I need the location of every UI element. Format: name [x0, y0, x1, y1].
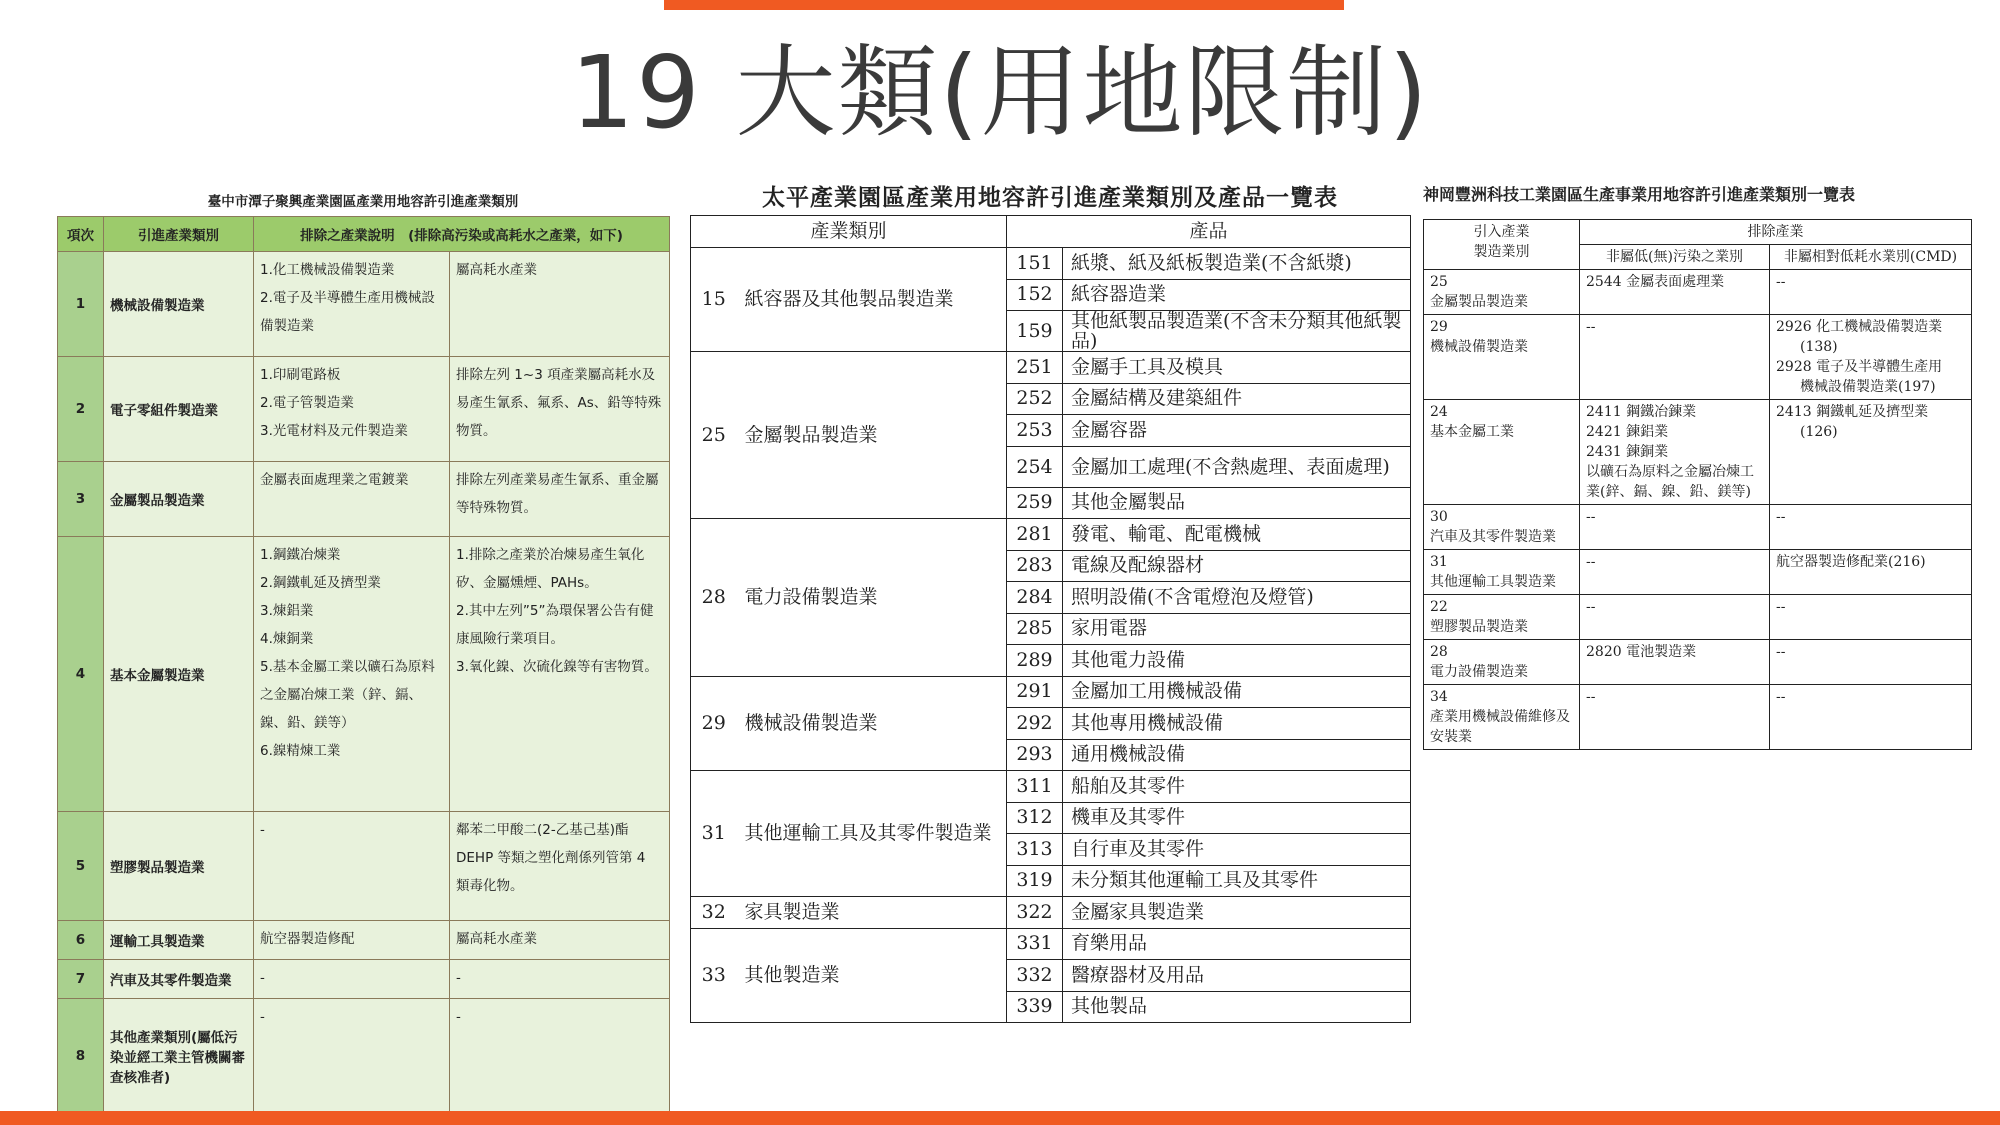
table2-product-name: 金屬結構及建築組件: [1063, 383, 1411, 415]
table1: [57, 216, 670, 1114]
table3-header-industry: 引入產業 製造業別: [1424, 220, 1580, 270]
table2-product-code: 322: [1007, 897, 1063, 929]
note-line: 屬高耗水產業: [456, 931, 537, 947]
table2-group-name: 金屬製品製造業: [737, 352, 1007, 519]
table2-product-code: 281: [1007, 519, 1063, 551]
table1-row-excluded: [254, 462, 450, 537]
table2-group-code: 29: [691, 676, 737, 771]
excluded-line: 4.煉銅業: [260, 631, 314, 647]
table3-industry: [1424, 400, 1580, 505]
table2-row: [691, 676, 1411, 708]
table2-group-name: 其他運輸工具及其零件製造業: [737, 771, 1007, 897]
table2-product-name: 其他專用機械設備: [1063, 708, 1411, 740]
excluded-line: 6.鎳精煉工業: [260, 743, 341, 759]
table2-row: [691, 897, 1411, 929]
pollution-line: 2411 鋼鐵冶鍊業: [1586, 404, 1697, 420]
table3-industry: [1424, 640, 1580, 685]
table2-product-name: 金屬容器: [1063, 415, 1411, 447]
table1-row-category: 塑膠製品製造業: [104, 812, 254, 921]
table1-row-excluded: [254, 537, 450, 812]
table3-header-pollution: 非屬低(無)污染之業別: [1580, 245, 1770, 270]
pollution-line: --: [1586, 554, 1596, 570]
table3-pollution: [1580, 595, 1770, 640]
table3-industry: [1424, 595, 1580, 640]
table1-row-note: [450, 537, 670, 812]
excluded-line: -: [260, 822, 265, 838]
table1-row-category: 金屬製品製造業: [104, 462, 254, 537]
table1-row: [58, 999, 670, 1114]
water-line: (126): [1800, 424, 1838, 440]
pollution-line: 以礦石為原料之金屬冶煉工業(鋅、鎘、鎳、鉛、鎂等): [1586, 464, 1754, 500]
note-line: 排除左列產業易產生氰系、重金屬等特殊物質。: [456, 472, 659, 516]
table2-group-code: 25: [691, 352, 737, 519]
table2-product-code: 331: [1007, 928, 1063, 960]
table1-row: [58, 252, 670, 357]
note-line: 屬高耗水產業: [456, 262, 537, 278]
excluded-line: 2.電子及半導體生產用機械設備製造業: [260, 290, 435, 334]
table2-product-name: 金屬加工用機械設備: [1063, 676, 1411, 708]
water-line: --: [1776, 644, 1786, 660]
table2-group-name: 電力設備製造業: [737, 519, 1007, 677]
table1-row: [58, 921, 670, 960]
industry-code: 22: [1430, 599, 1448, 615]
table1-row-note: [450, 252, 670, 357]
pollution-line: --: [1586, 319, 1596, 335]
table3-industry: [1424, 270, 1580, 315]
table3-caption: 神岡豐洲科技工業園區生產事業用地容許引進產業類別一覽表: [1423, 185, 1856, 204]
table1-row-excluded: [254, 960, 450, 999]
table1-row-category: 機械設備製造業: [104, 252, 254, 357]
excluded-line: -: [260, 1009, 265, 1025]
table1-row-excluded: [254, 812, 450, 921]
water-line: (138): [1800, 339, 1838, 355]
excluded-line: 3.光電材料及元件製造業: [260, 423, 408, 439]
table1-row-excluded: [254, 252, 450, 357]
table2-product-code: 283: [1007, 550, 1063, 582]
industry-code: 29: [1430, 319, 1448, 335]
excluded-line: 航空器製造修配: [260, 931, 355, 947]
table3-water: [1770, 505, 1972, 550]
table2-product-code: 291: [1007, 676, 1063, 708]
table2-group-code: 33: [691, 928, 737, 1023]
excluded-line: 2.電子管製造業: [260, 395, 354, 411]
industry-name: 汽車及其零件製造業: [1430, 529, 1556, 545]
table2-product-code: 252: [1007, 383, 1063, 415]
table2-header-product: 產品: [1007, 216, 1411, 248]
table1-row-note: [450, 812, 670, 921]
excluded-line: 5.基本金屬工業以礦石為原料之金屬冶煉工業（鋅、鎘、鎳、鉛、鎂等）: [260, 659, 435, 731]
table2-product-name: 船舶及其零件: [1063, 771, 1411, 803]
table3-pollution: [1580, 550, 1770, 595]
excluded-line: 1.化工機械設備製造業: [260, 262, 395, 278]
slide-title: 19 大類(用地限制): [570, 34, 1430, 151]
table3-water: [1770, 550, 1972, 595]
table2-product-name: 機車及其零件: [1063, 802, 1411, 834]
table2-product-name: 金屬家具製造業: [1063, 897, 1411, 929]
table2-product-code: 319: [1007, 865, 1063, 897]
table1-row-note: [450, 960, 670, 999]
table1-header-category: 引進產業類別: [104, 217, 254, 252]
table3-row: [1424, 505, 1972, 550]
table2-row: [691, 771, 1411, 803]
table1-row: [58, 462, 670, 537]
water-line: --: [1776, 689, 1786, 705]
table2-group-code: 31: [691, 771, 737, 897]
table1-row-no: 7: [58, 960, 104, 999]
industry-name: 塑膠製品製造業: [1430, 619, 1528, 635]
table2-product-name: 發電、輸電、配電機械: [1063, 519, 1411, 551]
table2-product-code: 284: [1007, 582, 1063, 614]
table3-industry: [1424, 550, 1580, 595]
table1-row-no: 8: [58, 999, 104, 1114]
table1-caption: 臺中市潭子聚興產業園區產業用地容許引進產業類別: [207, 194, 519, 210]
table2-group-code: 28: [691, 519, 737, 677]
table2-product-name: 其他製品: [1063, 991, 1411, 1023]
table3-pollution: [1580, 400, 1770, 505]
pollution-line: 2820 電池製造業: [1586, 644, 1697, 660]
table2-product-code: 313: [1007, 834, 1063, 866]
table3-row: [1424, 640, 1972, 685]
table1-row: [58, 357, 670, 462]
table2-product-code: 159: [1007, 311, 1063, 352]
table3-header-water: 非屬相對低耗水業別(CMD): [1770, 245, 1972, 270]
table3-industry: [1424, 315, 1580, 400]
table2-product-code: 332: [1007, 960, 1063, 992]
table1-row: [58, 960, 670, 999]
industry-name: 機械設備製造業: [1430, 339, 1528, 355]
note-line: 1.排除之產業於冶煉易產生氧化矽、金屬燻煙、PAHs。: [456, 547, 645, 591]
table1-row-category: 電子零組件製造業: [104, 357, 254, 462]
table2-group-code: 32: [691, 897, 737, 929]
table2-product-name: 金屬手工具及模具: [1063, 352, 1411, 384]
table1-row-category: 基本金屬製造業: [104, 537, 254, 812]
table2-row: [691, 928, 1411, 960]
table2-product-code: 151: [1007, 248, 1063, 280]
water-line: --: [1776, 274, 1786, 290]
table3-industry: [1424, 505, 1580, 550]
note-line: 鄰苯二甲酸二(2-乙基己基)酯DEHP 等類之塑化劑係列管第 4 類毒化物。: [456, 822, 646, 894]
industry-name: 產業用機械設備維修及安裝業: [1430, 709, 1570, 745]
table2-product-name: 家用電器: [1063, 613, 1411, 645]
table2-group-name: 家具製造業: [737, 897, 1007, 929]
table1-row-category: 其他產業類別(屬低污染並經工業主管機關審查核准者): [104, 999, 254, 1114]
table3: [1423, 219, 1972, 750]
table2-product-code: 292: [1007, 708, 1063, 740]
table2-group-name: 紙容器及其他製品製造業: [737, 248, 1007, 352]
excluded-line: -: [260, 970, 265, 986]
table2-product-name: 電線及配線器材: [1063, 550, 1411, 582]
table3-pollution: [1580, 505, 1770, 550]
table1-header-no: 項次: [58, 217, 104, 252]
table2-product-code: 339: [1007, 991, 1063, 1023]
table2-product-name: 紙漿、紙及紙板製造業(不含紙漿): [1063, 248, 1411, 280]
table2-product-name: 其他電力設備: [1063, 645, 1411, 677]
pollution-line: --: [1586, 689, 1596, 705]
table3-row: [1424, 270, 1972, 315]
table2-product-name: 紙容器造業: [1063, 279, 1411, 311]
table2-product-name: 金屬加工處理(不含熱處理、表面處理): [1063, 446, 1411, 487]
table1-row-no: 3: [58, 462, 104, 537]
industry-code: 31: [1430, 554, 1448, 570]
pollution-line: 2431 鍊銅業: [1586, 444, 1669, 460]
industry-code: 30: [1430, 509, 1448, 525]
pollution-line: 2544 金屬表面處理業: [1586, 274, 1725, 290]
table1-row-category: 汽車及其零件製造業: [104, 960, 254, 999]
table2-product-name: 照明設備(不含電燈泡及燈管): [1063, 582, 1411, 614]
table1-row-no: 6: [58, 921, 104, 960]
table1-row-no: 4: [58, 537, 104, 812]
industry-name: 其他運輸工具製造業: [1430, 574, 1556, 590]
table1-row: [58, 537, 670, 812]
table2-product-name: 通用機械設備: [1063, 739, 1411, 771]
table1-header-excluded: 排除之產業說明 (排除高污染或高耗水之產業，如下): [254, 217, 670, 252]
table2-product-name: 未分類其他運輸工具及其零件: [1063, 865, 1411, 897]
table1-row-no: 2: [58, 357, 104, 462]
table1-row-note: [450, 999, 670, 1114]
table3-header-excluded: 排除產業: [1580, 220, 1972, 245]
industry-name: 金屬製品製造業: [1430, 294, 1528, 310]
industry-name: 基本金屬工業: [1430, 424, 1514, 440]
table1-row: [58, 812, 670, 921]
water-line: --: [1776, 599, 1786, 615]
note-line: -: [456, 970, 461, 986]
table2-product-code: 254: [1007, 446, 1063, 487]
table2-row: [691, 519, 1411, 551]
industry-code: 25: [1430, 274, 1448, 290]
water-line: 2928 電子及半導體生產用: [1776, 359, 1943, 375]
excluded-line: 金屬表面處理業之電鍍業: [260, 472, 409, 488]
water-line: 航空器製造修配業(216): [1776, 554, 1926, 570]
table2-row: [691, 352, 1411, 384]
table2-header-category: 產業類別: [691, 216, 1007, 248]
pollution-line: --: [1586, 599, 1596, 615]
table2-product-name: 醫療器材及用品: [1063, 960, 1411, 992]
table2-product-name: 其他紙製品製造業(不含未分類其他紙製品): [1063, 311, 1411, 352]
table2-product-code: 285: [1007, 613, 1063, 645]
table1-row-note: [450, 462, 670, 537]
table3-row: [1424, 550, 1972, 595]
table1-row-no: 1: [58, 252, 104, 357]
table2-product-code: 312: [1007, 802, 1063, 834]
table3-row: [1424, 400, 1972, 505]
table1-row-note: [450, 357, 670, 462]
table3-water: [1770, 315, 1972, 400]
table2-row: [691, 248, 1411, 280]
note-line: -: [456, 1009, 461, 1025]
table2-product-name: 自行車及其零件: [1063, 834, 1411, 866]
table3-industry: [1424, 685, 1580, 750]
industry-name: 電力設備製造業: [1430, 664, 1528, 680]
table3-pollution: [1580, 640, 1770, 685]
table2-group-name: 其他製造業: [737, 928, 1007, 1023]
water-line: 2413 鋼鐵軋延及擠型業: [1776, 404, 1929, 420]
table1-row-excluded: [254, 921, 450, 960]
water-line: 2926 化工機械設備製造業: [1776, 319, 1943, 335]
table2-product-code: 259: [1007, 487, 1063, 519]
water-line: --: [1776, 509, 1786, 525]
table3-pollution: [1580, 270, 1770, 315]
table2-caption: 太平產業園區產業用地容許引進產業類別及產品一覽表: [762, 184, 1338, 211]
table3-water: [1770, 400, 1972, 505]
table2-product-code: 289: [1007, 645, 1063, 677]
table2-group-name: 機械設備製造業: [737, 676, 1007, 771]
table3-water: [1770, 685, 1972, 750]
table1-panel: [57, 192, 669, 1086]
pollution-line: 2421 鍊鋁業: [1586, 424, 1669, 440]
excluded-line: 1.鋼鐵冶煉業: [260, 547, 341, 563]
table2-product-name: 其他金屬製品: [1063, 487, 1411, 519]
industry-code: 28: [1430, 644, 1448, 660]
table3-pollution: [1580, 315, 1770, 400]
table1-row-excluded: [254, 999, 450, 1114]
table3-water: [1770, 270, 1972, 315]
table2-product-code: 311: [1007, 771, 1063, 803]
table2: [690, 215, 1411, 1023]
excluded-line: 2.鋼鐵軋延及擠型業: [260, 575, 381, 591]
water-line: 機械設備製造業(197): [1800, 379, 1936, 395]
table3-water: [1770, 640, 1972, 685]
pollution-line: --: [1586, 509, 1596, 525]
table3-row: [1424, 315, 1972, 400]
table2-product-code: 253: [1007, 415, 1063, 447]
table3-pollution: [1580, 685, 1770, 750]
table2-product-name: 育樂用品: [1063, 928, 1411, 960]
note-line: 排除左列 1~3 項產業屬高耗水及易產生氰系、氟系、As、鉛等特殊物質。: [456, 367, 662, 439]
industry-code: 24: [1430, 404, 1448, 420]
industry-code: 34: [1430, 689, 1448, 705]
table2-product-code: 251: [1007, 352, 1063, 384]
table1-row-category: 運輸工具製造業: [104, 921, 254, 960]
table2-group-code: 15: [691, 248, 737, 352]
note-line: 2.其中左列”5”為環保署公告有健康風險行業項目。: [456, 603, 654, 647]
note-line: 3.氧化鎳、次硫化鎳等有害物質。: [456, 659, 658, 675]
table3-water: [1770, 595, 1972, 640]
excluded-line: 3.煉鋁業: [260, 603, 314, 619]
bottom-accent-bar: [0, 1111, 2000, 1125]
table3-row: [1424, 685, 1972, 750]
excluded-line: 1.印刷電路板: [260, 367, 341, 383]
table2-product-code: 293: [1007, 739, 1063, 771]
table1-row-no: 5: [58, 812, 104, 921]
table1-row-excluded: [254, 357, 450, 462]
table1-row-note: [450, 921, 670, 960]
table3-row: [1424, 595, 1972, 640]
top-accent-bar: [664, 0, 1344, 10]
table2-product-code: 152: [1007, 279, 1063, 311]
